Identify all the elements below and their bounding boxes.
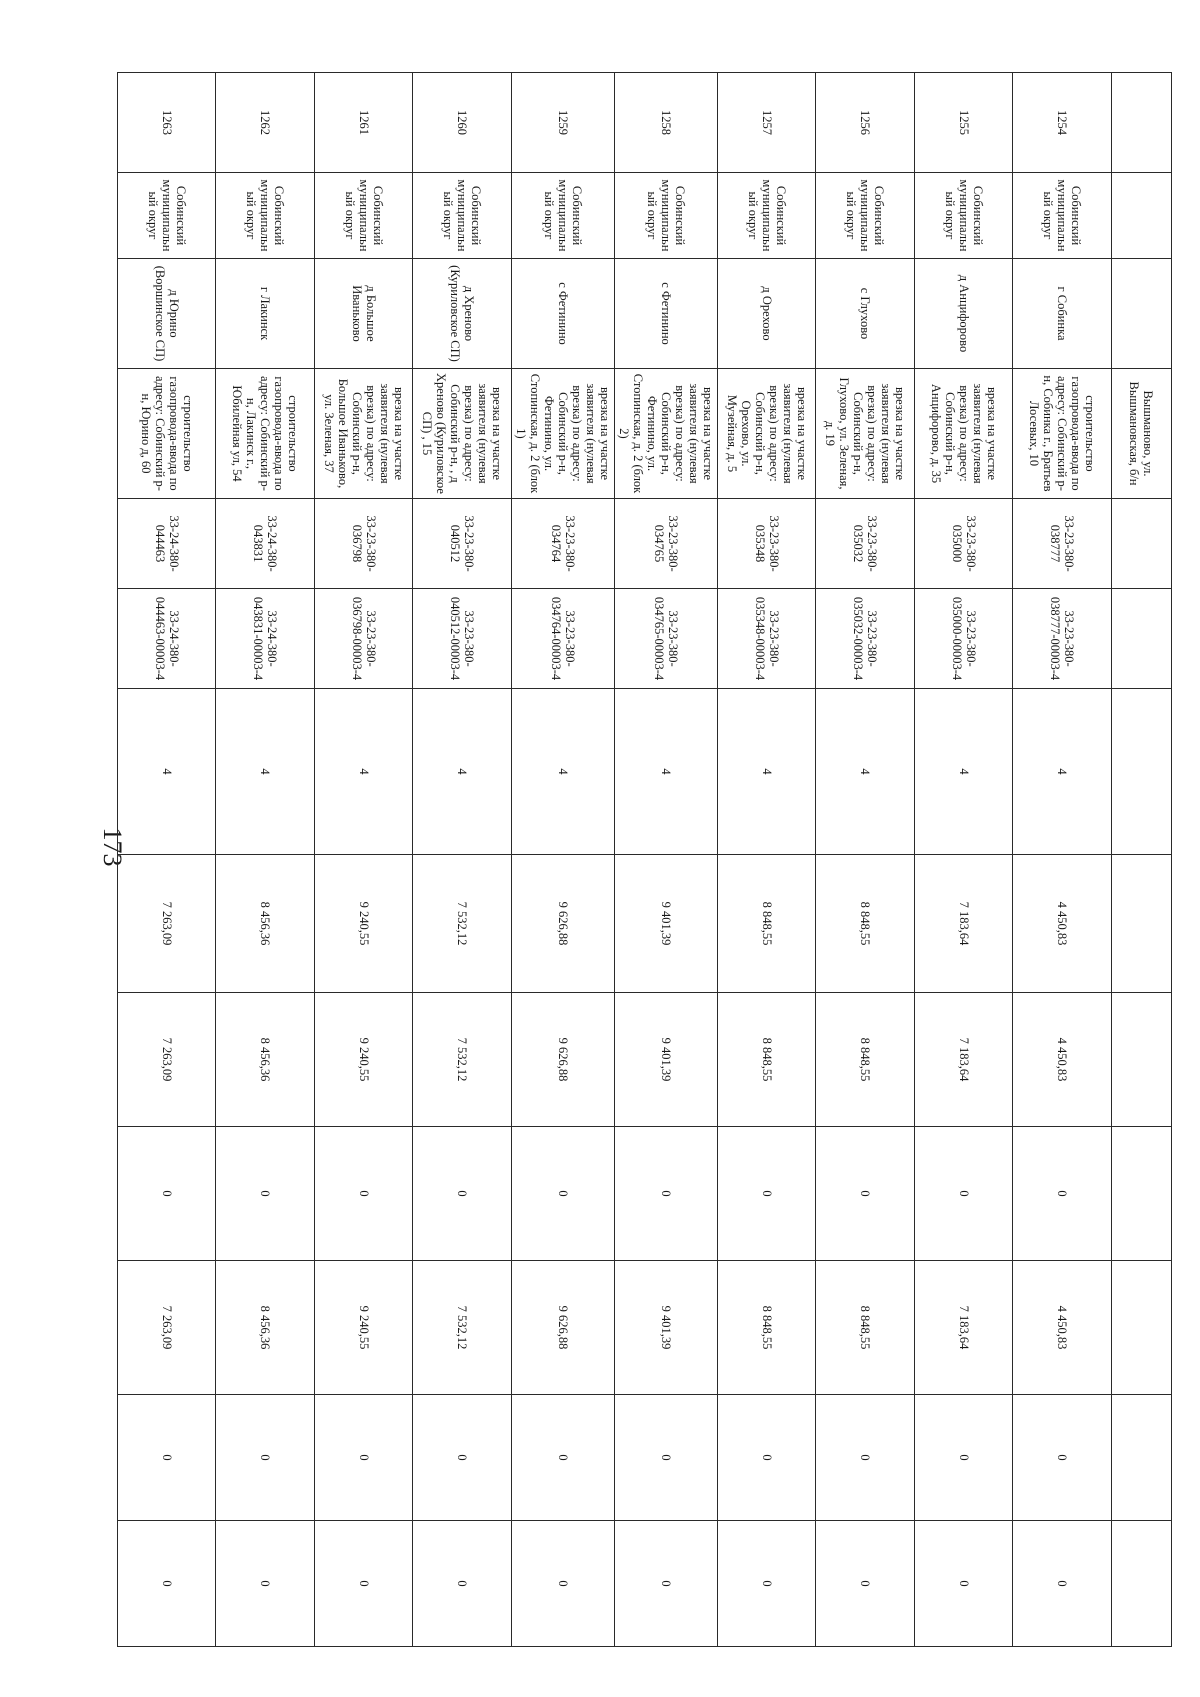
- table-cell: 33-23-380-036798: [315, 499, 414, 589]
- table-cell: 33-23-380-035348: [718, 499, 817, 589]
- table-cell: 9 240,55: [315, 855, 414, 993]
- table-cell: 8 456,36: [216, 993, 315, 1127]
- table-cell: 4 450,83: [1013, 855, 1112, 993]
- table-cell: Собинский муниципальный округ: [512, 173, 615, 259]
- table-cell: врезка на участке заявителя (нулевая врезка) по адресу: Собинский р-н, , д Хреново (Куриловское СП) , 15: [413, 369, 512, 499]
- table-cell: 0: [315, 1395, 414, 1521]
- table-cell: с Фетинино: [512, 259, 615, 369]
- table-cell: 0: [413, 1127, 512, 1261]
- table-cell: врезка на участке заявителя (нулевая врезка) по адресу: Собинский р-н, Большое Иваньково, ул. Зеленая, 37: [315, 369, 414, 499]
- table-cell: 33-23-380-034764: [512, 499, 615, 589]
- header-cell: [1112, 1395, 1172, 1521]
- table-cell: 4: [315, 689, 414, 855]
- table-cell: г Собинка: [1013, 259, 1112, 369]
- table-cell: 4: [1013, 689, 1112, 855]
- table-cell: 7 183,64: [915, 1261, 1014, 1395]
- table-cell: 0: [216, 1521, 315, 1647]
- table-cell: с Фетинино: [615, 259, 718, 369]
- table-cell: 8 848,55: [718, 1261, 817, 1395]
- table-cell: д Хреново (Куриловское СП): [413, 259, 512, 369]
- table-cell: строительство газопровода-ввода по адресу: Собинский р-н, Собинка г., Братьев Лосевых, 10: [1013, 369, 1112, 499]
- table-cell: 9 240,55: [315, 1261, 414, 1395]
- table-cell: 33-24-380-043831: [216, 499, 315, 589]
- table-cell: врезка на участке заявителя (нулевая врезка) по адресу: Собинский р-н, Орехово, ул. Музейная, д. 5: [718, 369, 817, 499]
- table-row: [315, 73, 414, 1647]
- table-cell: 33-24-380-044463-00003-4: [118, 589, 217, 689]
- table-cell: 8 848,55: [718, 855, 817, 993]
- header-cell: [1112, 73, 1172, 173]
- table-cell: 33-24-380-044463: [118, 499, 217, 589]
- header-cell: [1112, 1521, 1172, 1647]
- table-cell: 33-23-380-036798-00003-4: [315, 589, 414, 689]
- header-cell: [1112, 855, 1172, 993]
- table-cell: 33-23-380-040512-00003-4: [413, 589, 512, 689]
- table-cell: 33-24-380-043831-00003-4: [216, 589, 315, 689]
- table-cell: 0: [118, 1521, 217, 1647]
- table-cell: 0: [512, 1395, 615, 1521]
- table-cell: 0: [816, 1127, 915, 1261]
- table-cell: 8 848,55: [718, 993, 817, 1127]
- table-cell: 9 401,39: [615, 855, 718, 993]
- header-cell: [1112, 499, 1172, 589]
- table-cell: 0: [512, 1521, 615, 1647]
- table-cell: 7 532,12: [413, 993, 512, 1127]
- table-cell: 1256: [816, 73, 915, 173]
- table-cell: Собинский муниципальный округ: [816, 173, 915, 259]
- table-cell: 8 848,55: [816, 855, 915, 993]
- table-cell: строительство газопровода-ввода по адресу: Собинский р-н, Юрино д, 60: [118, 369, 217, 499]
- table-cell: Собинский муниципальный округ: [413, 173, 512, 259]
- table-cell: Собинский муниципальный округ: [315, 173, 414, 259]
- table-cell: 1263: [118, 73, 217, 173]
- header-cell: [1112, 1261, 1172, 1395]
- table-cell: 0: [915, 1127, 1014, 1261]
- table-cell: 4: [615, 689, 718, 855]
- table-cell: 1262: [216, 73, 315, 173]
- table-cell: 7 263,09: [118, 1261, 217, 1395]
- table-cell: 7 263,09: [118, 993, 217, 1127]
- table-cell: 0: [615, 1521, 718, 1647]
- table-cell: строительство газопровода-ввода по адресу: Собинский р-н, Лакинск г., Юбилейная ул, 54: [216, 369, 315, 499]
- table-cell: 4: [216, 689, 315, 855]
- table-cell: 9 626,88: [512, 855, 615, 993]
- table-cell: д Юрино (Воршинское СП): [118, 259, 217, 369]
- table-cell: 33-23-380-035348-00003-4: [718, 589, 817, 689]
- header-cell: [1112, 689, 1172, 855]
- table-cell: 33-23-380-034765-00003-4: [615, 589, 718, 689]
- table-cell: Собинский муниципальный округ: [1013, 173, 1112, 259]
- table-cell: 33-23-380-034764-00003-4: [512, 589, 615, 689]
- table-cell: 7 532,12: [413, 855, 512, 993]
- table-cell: 9 626,88: [512, 993, 615, 1127]
- table-cell: 8 456,36: [216, 855, 315, 993]
- table-cell: 0: [413, 1521, 512, 1647]
- table-cell: 0: [1013, 1127, 1112, 1261]
- table-cell: 7 263,09: [118, 855, 217, 993]
- header-cell: [1112, 993, 1172, 1127]
- table-cell: 1254: [1013, 73, 1112, 173]
- table-cell: 0: [118, 1395, 217, 1521]
- table-cell: 9 401,39: [615, 993, 718, 1127]
- table-cell: врезка на участке заявителя (нулевая врезка) по адресу: Собинский р-н, Анцифорово, д. 35: [915, 369, 1014, 499]
- table-cell: 1258: [615, 73, 718, 173]
- table-cell: Собинский муниципальный округ: [718, 173, 817, 259]
- table-cell: 8 456,36: [216, 1261, 315, 1395]
- table-cell: 7 183,64: [915, 993, 1014, 1127]
- table-cell: 4 450,83: [1013, 993, 1112, 1127]
- table-cell: 0: [216, 1127, 315, 1261]
- table-cell: 33-23-380-035000-00003-4: [915, 589, 1014, 689]
- table-cell: 4: [413, 689, 512, 855]
- table-cell: с Глухово: [816, 259, 915, 369]
- table-cell: 33-23-380-035000: [915, 499, 1014, 589]
- table-cell: Собинский муниципальный округ: [216, 173, 315, 259]
- table-cell: 4: [915, 689, 1014, 855]
- header-cell: [1112, 1127, 1172, 1261]
- table-cell: 4: [816, 689, 915, 855]
- table-row: [615, 73, 718, 1647]
- table-cell: врезка на участке заявителя (нулевая врезка) по адресу: Собинский р-н, Глухово, ул. Зеленая, д. 19: [816, 369, 915, 499]
- table-cell: 0: [816, 1395, 915, 1521]
- table-cell: 0: [315, 1127, 414, 1261]
- table-row: [816, 73, 915, 1647]
- table-cell: 4: [512, 689, 615, 855]
- table-row: [118, 73, 217, 1647]
- table-row: [915, 73, 1014, 1647]
- table-cell: 0: [512, 1127, 615, 1261]
- table-cell: 0: [615, 1395, 718, 1521]
- table-cell: Собинский муниципальный округ: [615, 173, 718, 259]
- table-cell: 0: [216, 1395, 315, 1521]
- table-cell: д Анцифорово: [915, 259, 1014, 369]
- table-cell: 0: [816, 1521, 915, 1647]
- data-table: [117, 72, 1172, 1647]
- table-cell: 7 532,12: [413, 1261, 512, 1395]
- header-cell: [1112, 589, 1172, 689]
- table-cell: 9 401,39: [615, 1261, 718, 1395]
- header-cell: Вышманово, ул. Вышмановская, б/н: [1112, 369, 1172, 499]
- table-cell: врезка на участке заявителя (нулевая врезка) по адресу: Собинский р-н, Фетинино, ул. Стопинская, д. 2 (блок 2): [615, 369, 718, 499]
- table-cell: 9 240,55: [315, 993, 414, 1127]
- table-cell: 0: [915, 1521, 1014, 1647]
- table-cell: 7 183,64: [915, 855, 1014, 993]
- rotated-table-wrapper: [138, 72, 1172, 1608]
- table-cell: 0: [718, 1127, 817, 1261]
- table-cell: 9 626,88: [512, 1261, 615, 1395]
- page-number: 173: [98, 827, 127, 867]
- table-cell: 4: [718, 689, 817, 855]
- table-header-row: [1112, 73, 1172, 1647]
- table-cell: 1255: [915, 73, 1014, 173]
- table-cell: 4 450,83: [1013, 1261, 1112, 1395]
- table-row: [216, 73, 315, 1647]
- table-cell: 1257: [718, 73, 817, 173]
- table-cell: 33-23-380-035032: [816, 499, 915, 589]
- table-cell: 0: [118, 1127, 217, 1261]
- table-cell: 0: [1013, 1395, 1112, 1521]
- table-row: [1013, 73, 1112, 1647]
- table-cell: д Большое Иваньково: [315, 259, 414, 369]
- table-cell: 33-23-380-040512: [413, 499, 512, 589]
- table-cell: 0: [1013, 1521, 1112, 1647]
- table-cell: 1261: [315, 73, 414, 173]
- table-cell: 0: [718, 1521, 817, 1647]
- table-cell: 1259: [512, 73, 615, 173]
- table-cell: 8 848,55: [816, 1261, 915, 1395]
- table-cell: 0: [413, 1395, 512, 1521]
- table-cell: 0: [718, 1395, 817, 1521]
- table-cell: д Орехово: [718, 259, 817, 369]
- table-cell: 4: [118, 689, 217, 855]
- table-cell: Собинский муниципальный округ: [118, 173, 217, 259]
- table-cell: 8 848,55: [816, 993, 915, 1127]
- table-cell: 33-23-380-035032-00003-4: [816, 589, 915, 689]
- header-cell: [1112, 173, 1172, 259]
- table-cell: врезка на участке заявителя (нулевая врезка) по адресу: Собинский р-н, Фетинино, ул. Стопинская, д. 2 (блок 1): [512, 369, 615, 499]
- table-cell: Собинский муниципальный округ: [915, 173, 1014, 259]
- table-cell: 33-23-380-038777-00003-4: [1013, 589, 1112, 689]
- table-cell: г Лакинск: [216, 259, 315, 369]
- table-cell: 33-23-380-034765: [615, 499, 718, 589]
- table-row: [512, 73, 615, 1647]
- table-cell: 0: [315, 1521, 414, 1647]
- table-row: [718, 73, 817, 1647]
- table-cell: 0: [915, 1395, 1014, 1521]
- table-cell: 1260: [413, 73, 512, 173]
- table-cell: 33-23-380-038777: [1013, 499, 1112, 589]
- table-row: [413, 73, 512, 1647]
- table-cell: 0: [615, 1127, 718, 1261]
- header-cell: [1112, 259, 1172, 369]
